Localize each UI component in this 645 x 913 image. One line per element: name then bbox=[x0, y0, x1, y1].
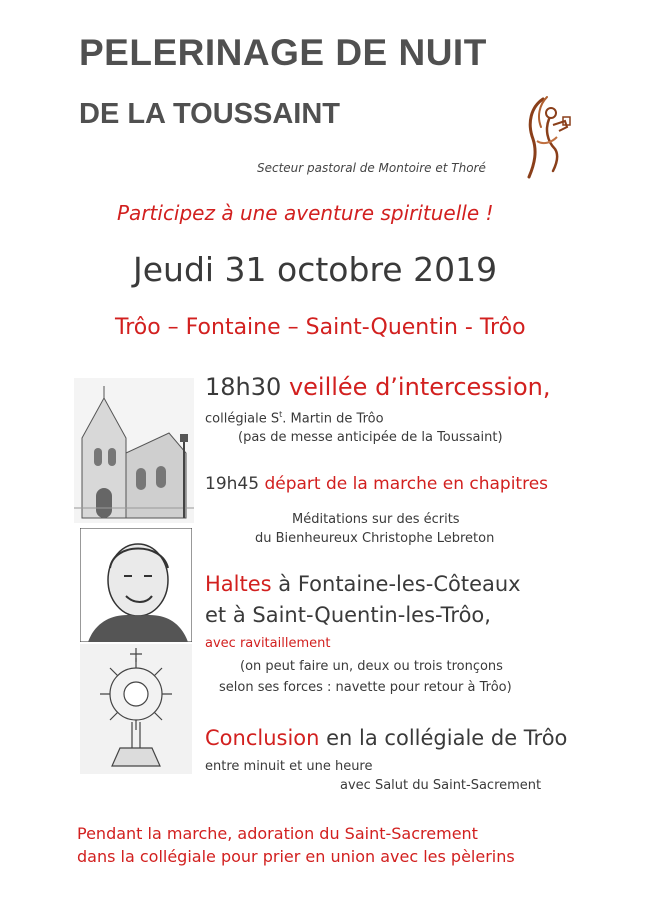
pilgrim-logo bbox=[513, 93, 573, 181]
page-subtitle: DE LA TOUSSAINT bbox=[79, 98, 341, 130]
vigil-note: (pas de messe anticipée de la Toussaint) bbox=[238, 430, 503, 445]
departure-time: 19h45 bbox=[205, 474, 260, 494]
footer-line1: Pendant la marche, adoration du Saint-Sacrement bbox=[77, 824, 478, 843]
conclusion-label: Conclusion bbox=[205, 726, 320, 750]
conclusion-time: entre minuit et une heure bbox=[205, 759, 373, 774]
vigil-label: veillée d’intercession, bbox=[288, 373, 551, 401]
vigil-place bbox=[205, 410, 384, 426]
meditation-line2: du Bienheureux Christophe Lebreton bbox=[255, 531, 495, 546]
pastoral-sector: Secteur pastoral de Montoire et Thoré bbox=[257, 161, 486, 175]
departure-heading bbox=[205, 474, 548, 494]
halts-line1-rest: à Fontaine-les-Côteaux bbox=[278, 572, 521, 596]
halts-supply: avec ravitaillement bbox=[205, 636, 331, 651]
conclusion-salut: avec Salut du Saint-Sacrement bbox=[340, 778, 542, 793]
event-date: Jeudi 31 octobre 2019 bbox=[133, 250, 498, 289]
conclusion-rest: en la collégiale de Trôo bbox=[326, 726, 568, 750]
halts-line1 bbox=[205, 572, 521, 596]
vigil-place-prefix: collégiale S bbox=[205, 411, 280, 427]
vigil-heading bbox=[205, 373, 551, 401]
halts-label: Haltes bbox=[205, 572, 272, 596]
tagline: Participez à une aventure spirituelle ! bbox=[117, 201, 494, 225]
halts-line2: et à Saint-Quentin-les-Trôo, bbox=[205, 603, 491, 627]
vigil-time: 18h30 bbox=[205, 373, 282, 401]
page-title: PELERINAGE DE NUIT bbox=[79, 32, 487, 73]
footer-line2: dans la collégiale pour prier en union avec les pèlerins bbox=[77, 847, 515, 866]
conclusion-heading bbox=[205, 726, 567, 750]
portrait-christophe-lebreton bbox=[80, 528, 192, 642]
meditation-line1: Méditations sur des écrits bbox=[292, 512, 460, 527]
vigil-place-sup: t bbox=[279, 410, 283, 419]
route: Trôo – Fontaine – Saint-Quentin - Trôo bbox=[115, 315, 526, 340]
vigil-place-suffix: . Martin de Trôo bbox=[282, 411, 384, 427]
church-illustration bbox=[74, 378, 194, 523]
departure-label: départ de la marche en chapitres bbox=[264, 474, 549, 494]
monstrance-illustration bbox=[80, 644, 192, 774]
halts-note-line1: (on peut faire un, deux ou trois tronçons bbox=[240, 659, 503, 674]
halts-note-line2: selon ses forces : navette pour retour à Trôo) bbox=[219, 680, 512, 695]
